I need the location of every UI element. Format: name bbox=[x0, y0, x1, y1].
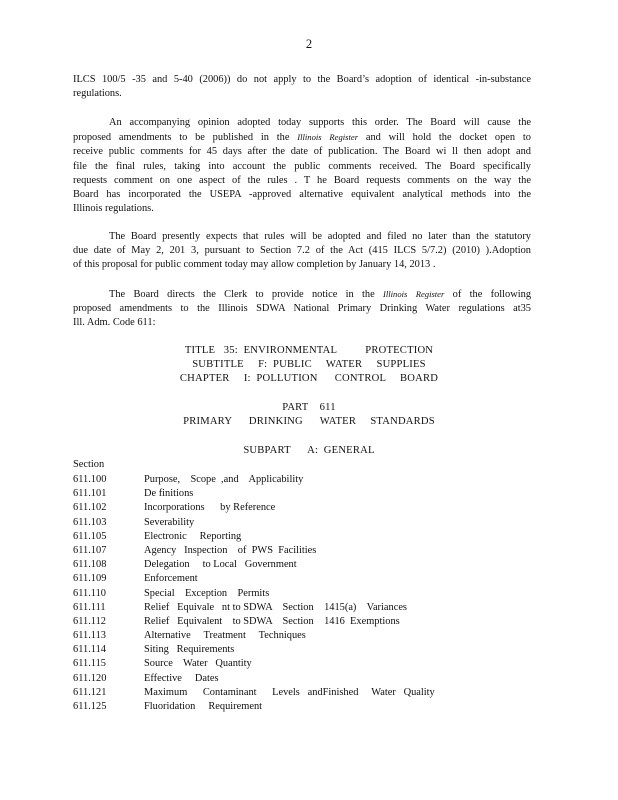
section-number: 611.100 bbox=[73, 474, 107, 485]
chapter-line: CHAPTER I: POLLUTION CONTROL BOARD bbox=[179, 373, 439, 385]
paragraph-line: ILCS 100/5 -35 and 5-40 (2006)) do not apply to the Board’s adoption of identical -in-substance bbox=[73, 74, 531, 85]
section-row bbox=[73, 686, 533, 700]
italic-text: Illinois bbox=[383, 289, 408, 299]
section-number: 611.111 bbox=[73, 601, 106, 613]
section-row bbox=[73, 487, 533, 501]
section-number: 611.112 bbox=[73, 615, 106, 627]
section-number: 611.120 bbox=[73, 672, 107, 684]
section-number: 611.121 bbox=[73, 686, 107, 698]
subtitle-line: SUBTITLE F: PUBLIC WATER SUPPLIES bbox=[192, 359, 426, 371]
section-title: Fluoridation Requirement bbox=[144, 701, 263, 712]
paragraph-line bbox=[73, 130, 531, 145]
section-title: Relief Equivalent to SDWA Section 1416 Exemptions bbox=[144, 615, 400, 627]
section-number: 611.125 bbox=[73, 701, 107, 712]
section-row bbox=[73, 501, 533, 515]
paragraph-line: The Board presently expects that rules will be adopted and filed no later than the statutory bbox=[109, 231, 531, 242]
part-title-line: PRIMARY DRINKING WATER STANDARDS bbox=[183, 416, 435, 428]
section-title: Incorporations by Reference bbox=[144, 502, 276, 514]
italic-text: Register bbox=[329, 132, 359, 143]
section-number: 611.114 bbox=[73, 644, 106, 656]
section-number: 611.110 bbox=[73, 587, 106, 599]
paragraph-line: proposed amendments to the Illinois SDWA National Primary Drinking Water regulations at35 bbox=[73, 303, 531, 315]
paragraph-line: file the final rules, taking into account the public comments received. The Board specifically bbox=[73, 160, 531, 172]
section-number: 611.115 bbox=[73, 658, 106, 670]
section-number: 611.105 bbox=[73, 530, 107, 542]
paragraph-line: regulations. bbox=[73, 88, 122, 100]
section-number: 611.107 bbox=[73, 544, 107, 556]
section-row bbox=[73, 516, 533, 530]
section-title: Purpose, Scope ,and Applicability bbox=[144, 474, 304, 485]
subpart-heading-block bbox=[0, 444, 618, 458]
paragraph-opinion bbox=[73, 116, 531, 216]
paragraph-notice bbox=[73, 287, 531, 331]
section-title: De finitions bbox=[144, 488, 194, 500]
section-title: Source Water Quantity bbox=[144, 658, 252, 670]
section-title: Effective Dates bbox=[144, 672, 219, 684]
section-number: 611.103 bbox=[73, 516, 107, 528]
page-number: 2 bbox=[305, 37, 313, 51]
paragraph-line: receive public comments for 45 days after the date of publication. The Board wi ll then adopt and bbox=[73, 146, 531, 158]
section-row bbox=[73, 601, 533, 615]
text-run: The Board directs the Clerk to provide notice in the bbox=[109, 289, 375, 300]
text-run: of the following bbox=[452, 289, 532, 300]
section-row bbox=[73, 558, 533, 572]
paragraph-continuation bbox=[73, 73, 531, 101]
section-title: Severability bbox=[144, 516, 195, 528]
italic-text: Register bbox=[415, 289, 445, 299]
section-number: 611.101 bbox=[73, 488, 107, 500]
section-title: Maximum Contaminant Levels andFinished Water Quality bbox=[144, 686, 435, 698]
part-heading-block bbox=[0, 401, 618, 429]
section-title: Relief Equivale nt to SDWA Section 1415(a) Variances bbox=[144, 601, 407, 613]
section-title: Enforcement bbox=[144, 573, 198, 585]
paragraph-line: Ill. Adm. Code 611: bbox=[73, 317, 156, 329]
section-title: Siting Requirements bbox=[144, 644, 235, 656]
section-number: 611.113 bbox=[73, 630, 106, 642]
section-table-of-contents bbox=[73, 473, 533, 714]
section-row bbox=[73, 700, 533, 714]
section-row bbox=[73, 572, 533, 586]
section-title: Electronic Reporting bbox=[144, 530, 242, 542]
paragraph-line: Board has incorporated the USEPA -approved alternative equivalent analytical methods into the bbox=[73, 189, 531, 201]
paragraph-schedule bbox=[73, 230, 531, 273]
section-row bbox=[73, 629, 533, 643]
section-row bbox=[73, 643, 533, 657]
subpart-line: SUBPART A: GENERAL bbox=[243, 445, 375, 456]
title-line: TITLE 35: ENVIRONMENTAL PROTECTION bbox=[184, 345, 434, 356]
paragraph-line: requests comment on one aspect of the rules . T he Board requests comments on the way the bbox=[73, 174, 531, 186]
section-column-label: Section bbox=[73, 459, 105, 470]
section-row bbox=[73, 657, 533, 671]
section-title: Special Exception Permits bbox=[144, 587, 270, 599]
title-heading-block bbox=[0, 344, 618, 387]
section-title: Alternative Treatment Techniques bbox=[144, 630, 306, 642]
italic-text: Illinois bbox=[297, 132, 322, 143]
section-row bbox=[73, 544, 533, 558]
section-number: 611.108 bbox=[73, 559, 107, 571]
section-row bbox=[73, 672, 533, 686]
text-run: proposed amendments to be published in the bbox=[73, 132, 290, 144]
paragraph-line bbox=[73, 287, 531, 302]
paragraph-line: Illinois regulations. bbox=[73, 203, 154, 215]
section-number: 611.109 bbox=[73, 573, 107, 585]
paragraph-line: An accompanying opinion adopted today supports this order. The Board will cause the bbox=[109, 117, 531, 128]
section-number: 611.102 bbox=[73, 502, 107, 514]
section-row bbox=[73, 615, 533, 629]
section-row bbox=[73, 587, 533, 601]
paragraph-line: of this proposal for public comment today may allow completion by January 14, 2013 . bbox=[73, 259, 436, 271]
section-title: Delegation to Local Government bbox=[144, 559, 297, 571]
paragraph-line: due date of May 2, 201 3, pursuant to Section 7.2 of the Act (415 ILCS 5/7.2) (2010) ).Adoption bbox=[73, 245, 531, 257]
text-run: and will hold the docket open to bbox=[365, 132, 531, 144]
section-row bbox=[73, 473, 533, 487]
part-line: PART 611 bbox=[282, 402, 336, 413]
section-row bbox=[73, 530, 533, 544]
section-title: Agency Inspection of PWS Facilities bbox=[144, 544, 317, 556]
